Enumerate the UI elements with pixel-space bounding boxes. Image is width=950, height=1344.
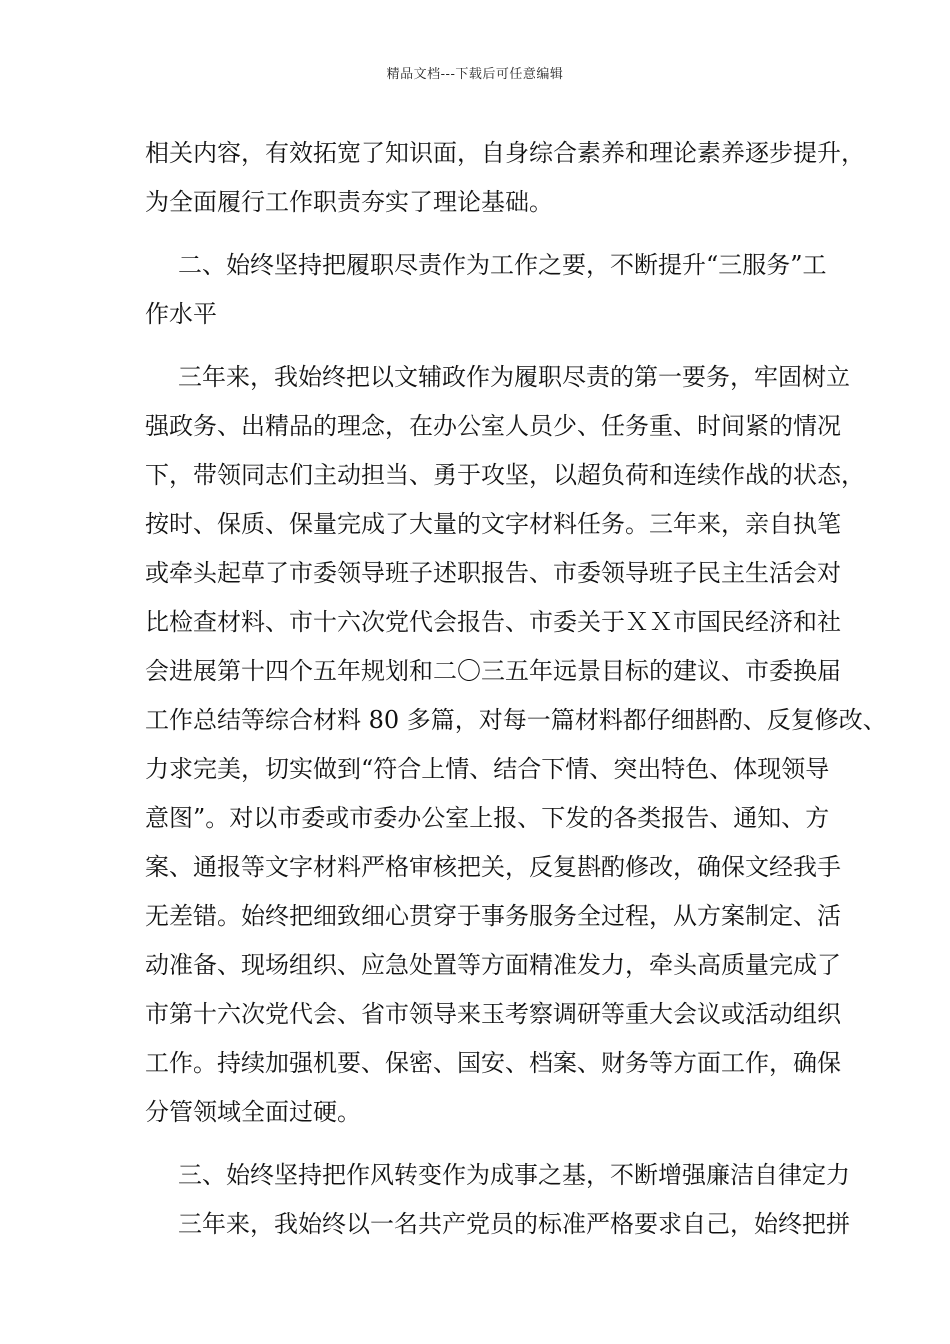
text-line: 工作总结等综合材料 80 多篇，对每一篇材料都仔细斟酌、反复修改、 [145,706,887,734]
paragraph [145,353,887,1137]
paragraph [145,1200,850,1249]
text-line: 会进展第十四个五年规划和二〇三五年远景目标的建议、市委换届 [145,657,841,685]
text-line: 分管领域全面过硬。 [145,1098,361,1126]
text-line: 比检查材料、市十六次党代会报告、市委关于ＸＸ市国民经济和社 [145,608,841,636]
text-line: 为全面履行工作职责夯实了理论基础。 [145,188,553,216]
document-body [145,129,887,1249]
section-heading [145,1151,850,1200]
text-line: 三年来，我始终以一名共产党员的标准严格要求自己，始终把拼 [178,1210,850,1238]
text-line: 无差错。始终把细致细心贯穿于事务服务全过程，从方案制定、活 [145,902,841,930]
text-line: 强政务、出精品的理念，在办公室人员少、任务重、时间紧的情况 [145,412,841,440]
text-line: 三、始终坚持把作风转变作为成事之基，不断增强廉洁自律定力 [178,1161,850,1189]
text-line: 市第十六次党代会、省市领导来玉考察调研等重大会议或活动组织 [145,1000,841,1028]
page-header: 精品文档---下载后可任意编辑 [386,67,564,82]
text-line: 三年来，我始终把以文辅政作为履职尽责的第一要务，牢固树立 [178,363,850,391]
text-line: 二、始终坚持把履职尽责作为工作之要，不断提升“三服务”工 [178,251,827,279]
text-line: 相关内容，有效拓宽了知识面，自身综合素养和理论素养逐步提升， [145,139,865,167]
text-line: 意图”。对以市委或市委办公室上报、下发的各类报告、通知、方 [145,804,830,832]
text-line: 力求完美，切实做到“符合上情、结合下情、突出特色、体现领导 [145,755,830,783]
text-line: 作水平 [145,300,217,328]
text-line: 按时、保质、保量完成了大量的文字材料任务。三年来，亲自执笔 [145,510,841,538]
text-line: 下，带领同志们主动担当、勇于攻坚，以超负荷和连续作战的状态， [145,461,865,489]
text-line: 工作。持续加强机要、保密、国安、档案、财务等方面工作，确保 [145,1049,841,1077]
text-line: 或牵头起草了市委领导班子述职报告、市委领导班子民主生活会对 [145,559,841,587]
section-heading [145,241,825,339]
text-line: 动准备、现场组织、应急处置等方面精准发力，牵头高质量完成了 [145,951,841,979]
paragraph [145,129,865,227]
text-line: 案、通报等文字材料严格审核把关，反复斟酌修改，确保文经我手 [145,853,841,881]
